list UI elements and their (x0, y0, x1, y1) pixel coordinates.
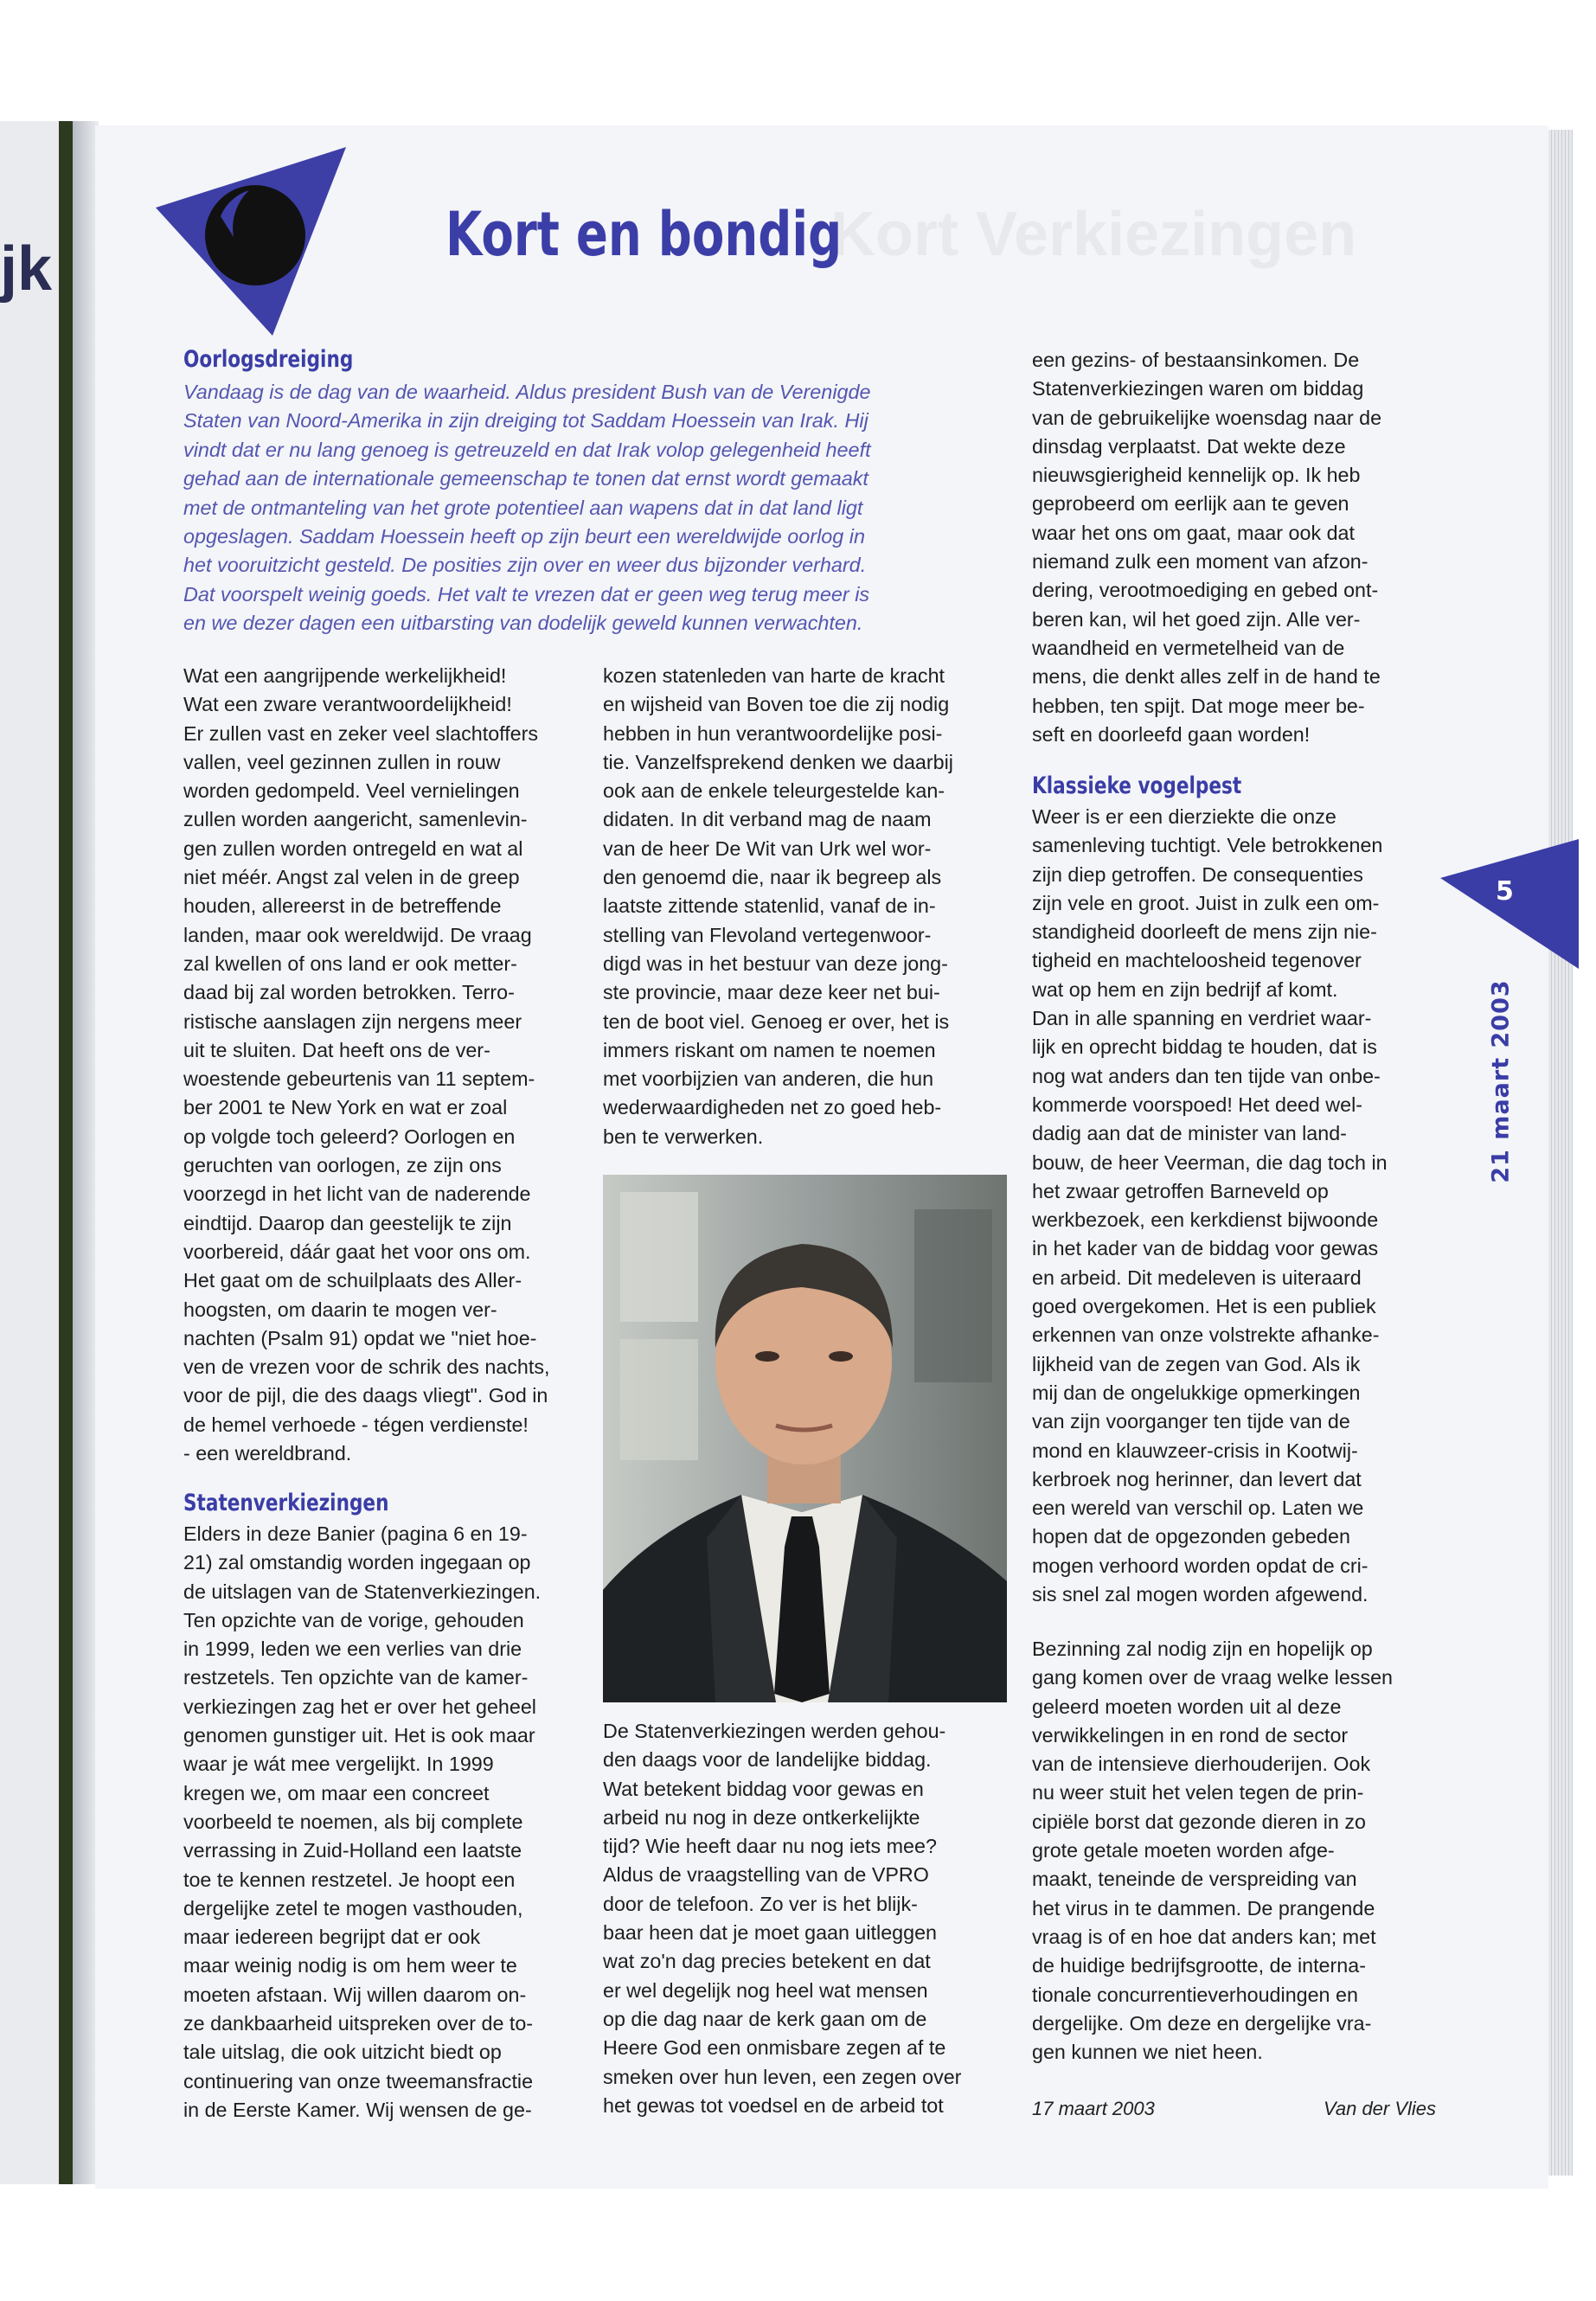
vogelpest-bezinning-line: dergelijke. Om deze en dergelijke vra- (1032, 2011, 1372, 2035)
oorlogsdreiging-line: Wat een aangrijpende werkelijkheid! (183, 664, 507, 687)
statenverkiezingen-col2-line: den genoemd die, naar ik begreep als (603, 866, 942, 889)
statenverkiezingen-col2-line: laatste zittende statenlid, vanaf de in- (603, 894, 936, 918)
biddag-line: De Statenverkiezingen werden gehou- (603, 1720, 946, 1742)
vogelpest-line: sis snel zal mogen worden afgewend. (1032, 1583, 1368, 1606)
oorlogsdreiging-line: houden, allereerst in de betreffende (183, 894, 502, 918)
vogelpest-bezinning-line: van de intensieve dierhouderijen. Ook (1032, 1753, 1371, 1776)
oorlogsdreiging-line: landen, maar ook wereldwijd. De vraag (183, 923, 532, 946)
biddag-col3-line: dering, verootmoediging en gebed ont- (1032, 579, 1379, 602)
oorlogsdreiging-line: Wat een zware verantwoordelijkheid! (183, 693, 512, 716)
heading-oorlogsdreiging: Oorlogsdreiging (183, 346, 354, 373)
statenverkiezingen-line: verrassing in Zuid-Holland een laatste (183, 1839, 522, 1862)
biddag-col3-line: nieuwsgierigheid kennelijk op. Ik heb (1032, 464, 1361, 487)
lead-line: met de ontmanteling van het grote potentieel aan wapens dat in dat land ligt (183, 496, 863, 519)
vogelpest-bezinning-line: maakt, teneinde de verspreiding van (1032, 1868, 1357, 1891)
page-stack-edge (1548, 130, 1573, 2176)
statenverkiezingen-line: continuering van onze tweemansfractie (183, 2069, 534, 2093)
vogelpest-bezinning-line: grote getale moeten worden afge- (1032, 1839, 1335, 1862)
column-3-vogelpest-continued (1032, 1635, 1439, 2067)
statenverkiezingen-line: waar je wát mee vergelijkt. In 1999 (183, 1753, 494, 1776)
biddag-line: op die dag naar de kerk gaan om de (603, 2007, 927, 2030)
biddag-line: arbeid nu nog in deze ontkerkelijkte (603, 1805, 920, 1829)
vogelpest-bezinning-line: geleerd moeten worden uit al deze (1032, 1695, 1342, 1718)
biddag-col3-line: geprobeerd om eerlijk aan te geven (1032, 492, 1349, 516)
biddag-line: smeken over hun leven, een zegen over (603, 2065, 962, 2088)
statenverkiezingen-line: kregen we, om maar een concreet (183, 1781, 490, 1804)
statenverkiezingen-line: ze dankbaarheid uitspreken over de to- (183, 2012, 534, 2035)
vogelpest-line: standigheid doorleeft de mens zijn nie- (1032, 920, 1377, 944)
statenverkiezingen-col2-line: van de heer De Wit van Urk wel wor- (603, 836, 932, 860)
lead-paragraph (183, 378, 1005, 638)
vogelpest-line: een wereld van verschil op. Laten we (1032, 1497, 1364, 1520)
biddag-line: door de telefoon. Zo ver is het blijk- (603, 1892, 918, 1915)
page-title: Kort en bondig (445, 199, 843, 270)
biddag-col3-line: niemand zulk een moment van afzon- (1032, 550, 1368, 574)
oorlogsdreiging-line: woestende gebeurtenis van 11 septem- (183, 1067, 535, 1091)
statenverkiezingen-line: verkiezingen zag het er over het geheel (183, 1695, 536, 1718)
page-number-tab (1440, 839, 1579, 969)
oorlogsdreiging-line: voor de pijl, die des daags vliegt". God in (183, 1384, 548, 1407)
statenverkiezingen-line: tale uitslag, die ook uitzicht biedt op (183, 2041, 502, 2064)
biddag-line: den daags voor de landelijke biddag. (603, 1748, 932, 1772)
vogelpest-line: wat op hem en zijn bedrijf af komt. (1032, 977, 1338, 1001)
oorlogsdreiging-line: zal kwellen of ons land er ook metter- (183, 952, 517, 975)
biddag-line: wat zo'n dag precies betekent en dat (603, 1950, 931, 1973)
biddag-col3-line: seft en doorleefd gaan worden! (1032, 722, 1311, 746)
vogelpest-line: Dan in alle spanning en verdriet waar- (1032, 1007, 1372, 1030)
statenverkiezingen-col2-line: kozen statenleden van harte de kracht (603, 664, 945, 687)
oorlogsdreiging-line: ber 2001 te New York en wat er zoal (183, 1096, 508, 1119)
statenverkiezingen-line: Ten opzichte van de vorige, gehouden (183, 1608, 524, 1631)
vogelpest-line: nog wat anders dan ten tijde van onbe- (1032, 1064, 1381, 1087)
previous-page-text-fragment: jk (0, 234, 53, 304)
lead-line: Staten van Noord-Amerika in zijn dreiging tot Saddam Hoessein van Irak. Hij (183, 409, 869, 433)
portrait-photo (603, 1175, 1007, 1702)
lead-line: vindt dat er nu lang genoeg is getreuzeld en dat Irak volop gelegenheid heeft (183, 438, 871, 461)
oorlogsdreiging-line: voorbereid, dáár gaat het voor ons om. (183, 1240, 531, 1263)
column-3-vogelpest (1032, 803, 1430, 1609)
heading-klassieke-vogelpest: Klassieke vogelpest (1032, 772, 1242, 799)
statenverkiezingen-col2-line: ben te verwerken. (603, 1125, 764, 1148)
oorlogsdreiging-line: voorzegd in het licht van de naderende (183, 1183, 531, 1206)
oorlogsdreiging-line: zullen worden aangericht, samenlevin- (183, 808, 528, 831)
biddag-line: Wat betekent biddag voor gewas en (603, 1777, 924, 1800)
vogelpest-bezinning-line: verwikkelingen in en rond de sector (1032, 1723, 1349, 1747)
biddag-col3-line: van de gebruikelijke woensdag naar de (1032, 406, 1382, 429)
statenverkiezingen-col2-line: en wijsheid van Boven toe die zij nodig (603, 693, 950, 716)
vogelpest-bezinning-line: de huidige bedrijfsgrootte, de interna- (1032, 1954, 1366, 1977)
vogelpest-bezinning-line: vraag is of en hoe dat anders kan; met (1032, 1925, 1376, 1948)
biddag-col3-line: hebben, ten spijt. Dat moge meer be- (1032, 694, 1365, 717)
statenverkiezingen-col2-line: tie. Vanzelfsprekend denken we daarbij (603, 750, 953, 773)
biddag-line: het gewas tot voedsel en de arbeid tot (603, 2093, 944, 2117)
oorlogsdreiging-line: vallen, veel gezinnen zullen in rouw (183, 750, 501, 773)
signature-author: Van der Vlies (1324, 2098, 1437, 2119)
biddag-line: baar heen dat je moet gaan uitleggen (603, 1921, 937, 1945)
vogelpest-line: lijkheid van de zegen van God. Als ik (1032, 1352, 1361, 1375)
lead-line: en we dezer dagen een uitbarsting van dodelijk geweld kunnen verwachten. (183, 612, 863, 635)
lead-line: opgeslagen. Saddam Hoessein heeft op zijn beurt een wereldwijde oorlog in (183, 525, 865, 548)
oorlogsdreiging-line: hoogsten, om daarin te mogen ver- (183, 1298, 497, 1321)
vogelpest-line: van zijn voorganger ten tijde van de (1032, 1410, 1350, 1433)
vogelpest-bezinning-line: het virus in te dammen. De prangende (1032, 1896, 1375, 1920)
biddag-col3-line: dinsdag verplaatst. Dat wekte deze (1032, 434, 1346, 458)
oorlogsdreiging-line: nachten (Psalm 91) opdat we "niet hoe- (183, 1326, 537, 1349)
statenverkiezingen-col2-line: met voorbijzien van anderen, die hun (603, 1067, 934, 1091)
vogelpest-line: zijn vele en groot. Juist in zulk een om- (1032, 891, 1380, 914)
oorlogsdreiging-line: Het gaat om de schuilplaats des Aller- (183, 1269, 522, 1292)
oorlogsdreiging-line: eindtijd. Daarop dan geestelijk te zijn (183, 1211, 512, 1234)
watermark-heading: Kort Verkiezingen (830, 200, 1357, 269)
oorlogsdreiging-line: geruchten van oorlogen, ze zijn ons (183, 1154, 502, 1177)
biddag-line: tijd? Wie heeft daar nu nog iets mee? (603, 1835, 937, 1858)
page-number: 5 (1496, 876, 1514, 907)
lead-line: Vandaag is de dag van de waarheid. Aldus president Bush van de Verenigde (183, 381, 871, 403)
heading-statenverkiezingen: Statenverkiezingen (183, 1490, 389, 1516)
vogelpest-line: tigheid en machteloosheid tegenover (1032, 949, 1362, 972)
oorlogsdreiging-line: daad bij zal worden betrokken. Terro- (183, 981, 515, 1004)
vogelpest-line: Weer is er een dierziekte die onze (1032, 805, 1336, 828)
vogelpest-line: goed overgekomen. Het is een publiek (1032, 1295, 1376, 1318)
vogelpest-line: zijn diep getroffen. De consequenties (1032, 862, 1363, 886)
oorlogsdreiging-line: Er zullen vast en zeker veel slachtoffers (183, 721, 539, 745)
vogelpest-line: mond en klauwzeer-crisis in Kootwij- (1032, 1439, 1358, 1462)
oorlogsdreiging-line: - een wereldbrand. (183, 1442, 352, 1465)
statenverkiezingen-col2-line: wederwaardigheden net zo goed heb- (603, 1096, 942, 1119)
statenverkiezingen-col2-line: ste provincie, maar deze keer net bui- (603, 981, 940, 1004)
lead-line: gehad aan de internationale gemeenschap te tonen dat ernst wordt gemaakt (183, 467, 869, 490)
vogelpest-line: lijk en oprecht biddag te houden, dat is (1032, 1035, 1377, 1059)
lead-line: Dat voorspelt weinig goeds. Het valt te vrezen dat er geen weg terug meer is (183, 582, 870, 606)
statenverkiezingen-col2-line: ook aan de enkele teleurgestelde kan- (603, 779, 945, 803)
statenverkiezingen-line: de uitslagen van de Statenverkiezingen. (183, 1580, 542, 1603)
statenverkiezingen-col2-line: stelling van Flevoland vertegenwoor- (603, 923, 932, 946)
oorlogsdreiging-line: worden gedompeld. Veel vernielingen (183, 779, 520, 803)
statenverkiezingen-col2-line: hebben in hun verantwoordelijke posi- (603, 721, 943, 745)
column-1-statenverkiezingen (183, 1520, 590, 2125)
biddag-line: Aldus de vraagstelling van de VPRO (603, 1863, 929, 1887)
oorlogsdreiging-line: uit te sluiten. Dat heeft ons de ver- (183, 1038, 490, 1061)
vogelpest-line: en arbeid. Dit medeleven is uiteraard (1032, 1266, 1362, 1289)
biddag-col3-line: waar het ons om gaat, maar ook dat (1032, 521, 1355, 544)
vertical-date-strip (1479, 979, 1522, 1183)
oorlogsdreiging-line: de hemel verhoede - tégen verdienste! (183, 1413, 529, 1436)
statenverkiezingen-line: voorbeeld te noemen, als bij complete (183, 1810, 523, 1833)
signature-date: 17 maart 2003 (1032, 2098, 1155, 2119)
statenverkiezingen-line: maar iedereen begrijpt dat er ook (183, 1926, 481, 1949)
vogelpest-bezinning-line: nu weer stuit het velen tegen de prin- (1032, 1781, 1364, 1804)
vogelpest-line: het zwaar getroffen Barneveld op (1032, 1179, 1329, 1202)
statenverkiezingen-line: 21) zal omstandig worden ingegaan op (183, 1551, 531, 1574)
statenverkiezingen-line: Elders in deze Banier (pagina 6 en 19- (183, 1522, 528, 1545)
statenverkiezingen-line: toe te kennen restzetel. Je hoopt een (183, 1868, 516, 1891)
vogelpest-line: bouw, de heer Veerman, die dag toch in (1032, 1150, 1388, 1174)
biddag-line: er wel degelijk nog heel wat mensen (603, 1978, 928, 2002)
biddag-col3-line: een gezins- of bestaansinkomen. De (1032, 349, 1360, 371)
column-2-top (603, 662, 1010, 1151)
column-3-top (1032, 346, 1439, 749)
statenverkiezingen-line: maar weinig nodig is om hem weer te (183, 1954, 517, 1977)
vogelpest-bezinning-line: Bezinning zal nodig zijn en hopelijk op (1032, 1638, 1373, 1660)
oorlogsdreiging-line: gen zullen worden ontregeld en wat al (183, 836, 523, 860)
column-1-body (183, 662, 590, 1468)
oorlogsdreiging-line: op volgde toch geleerd? Oorlogen en (183, 1125, 516, 1148)
statenverkiezingen-line: dergelijke zetel te mogen vasthouden, (183, 1896, 523, 1920)
vogelpest-line: mogen verhoord worden opdat de cri- (1032, 1554, 1368, 1577)
statenverkiezingen-line: genomen gunstiger uit. Het is ook maar (183, 1724, 535, 1747)
vogelpest-bezinning-line: gen kunnen we niet heen. (1032, 2041, 1263, 2064)
triangle-logo-icon (156, 147, 355, 337)
vogelpest-line: hopen dat de opgezonden gebeden (1032, 1525, 1350, 1548)
statenverkiezingen-line: restzetels. Ten opzichte van de kamer- (183, 1666, 529, 1689)
binding-spine (59, 121, 73, 2184)
biddag-col3-line: mens, die denkt alles zelf in de hand te (1032, 665, 1381, 689)
vogelpest-line: samenleving tuchtigt. Vele betrokkenen (1032, 834, 1383, 857)
vogelpest-line: werkbezoek, een kerkdienst bijwoonde (1032, 1208, 1379, 1232)
vogelpest-line: erkennen van onze volstrekte afhanke- (1032, 1324, 1380, 1347)
oorlogsdreiging-line: ristische aanslagen zijn nergens meer (183, 1009, 522, 1033)
biddag-line: Heere God een onmisbare zegen af te (603, 2036, 946, 2060)
statenverkiezingen-line: in 1999, leden we een verlies van drie (183, 1638, 522, 1661)
vogelpest-bezinning-line: gang komen over de vraag welke lessen (1032, 1666, 1394, 1689)
statenverkiezingen-col2-line: digd was in het bestuur van deze jong- (603, 952, 948, 975)
oorlogsdreiging-line: niet méér. Angst zal velen in de greep (183, 866, 520, 889)
biddag-col3-line: beren kan, wil het goed zijn. Alle ver- (1032, 607, 1361, 631)
vogelpest-line: mij dan de ongelukkige opmerkingen (1032, 1381, 1361, 1404)
vogelpest-line: kerbroek nog herinner, dan levert dat (1032, 1467, 1362, 1490)
biddag-col3-line: waandheid en vermetelheid van de (1032, 636, 1345, 659)
biddag-col3-line: Statenverkiezingen waren om biddag (1032, 377, 1364, 401)
oorlogsdreiging-line: ven de vrezen voor de schrik des nachts, (183, 1356, 550, 1379)
vogelpest-bezinning-line: cipiële borst dat gezonde dieren in zo (1032, 1810, 1366, 1833)
statenverkiezingen-line: moeten afstaan. Wij willen daarom on- (183, 1983, 527, 2006)
statenverkiezingen-col2-line: ten de boot viel. Genoeg er over, het is (603, 1009, 950, 1033)
issue-date: 21 maart 2003 (1487, 979, 1515, 1183)
vogelpest-line: kommerde voorspoed! Het deed wel- (1032, 1093, 1362, 1116)
vogelpest-line: in het kader van de biddag voor gewas (1032, 1237, 1379, 1260)
statenverkiezingen-line: in de Eerste Kamer. Wij wensen de ge- (183, 2098, 532, 2121)
vogelpest-bezinning-line: tionale concurrentieverhoudingen en (1032, 1983, 1358, 2006)
statenverkiezingen-col2-line: didaten. In dit verband mag de naam (603, 808, 932, 831)
lead-line: het vooruitzicht gesteld. De posities zijn over en weer dus bijzonder verhard. (183, 554, 867, 577)
column-2-bottom (603, 1717, 1010, 2120)
vogelpest-line: dadig aan dat de minister van land- (1032, 1122, 1347, 1145)
statenverkiezingen-col2-line: immers riskant om namen te noemen (603, 1038, 936, 1061)
